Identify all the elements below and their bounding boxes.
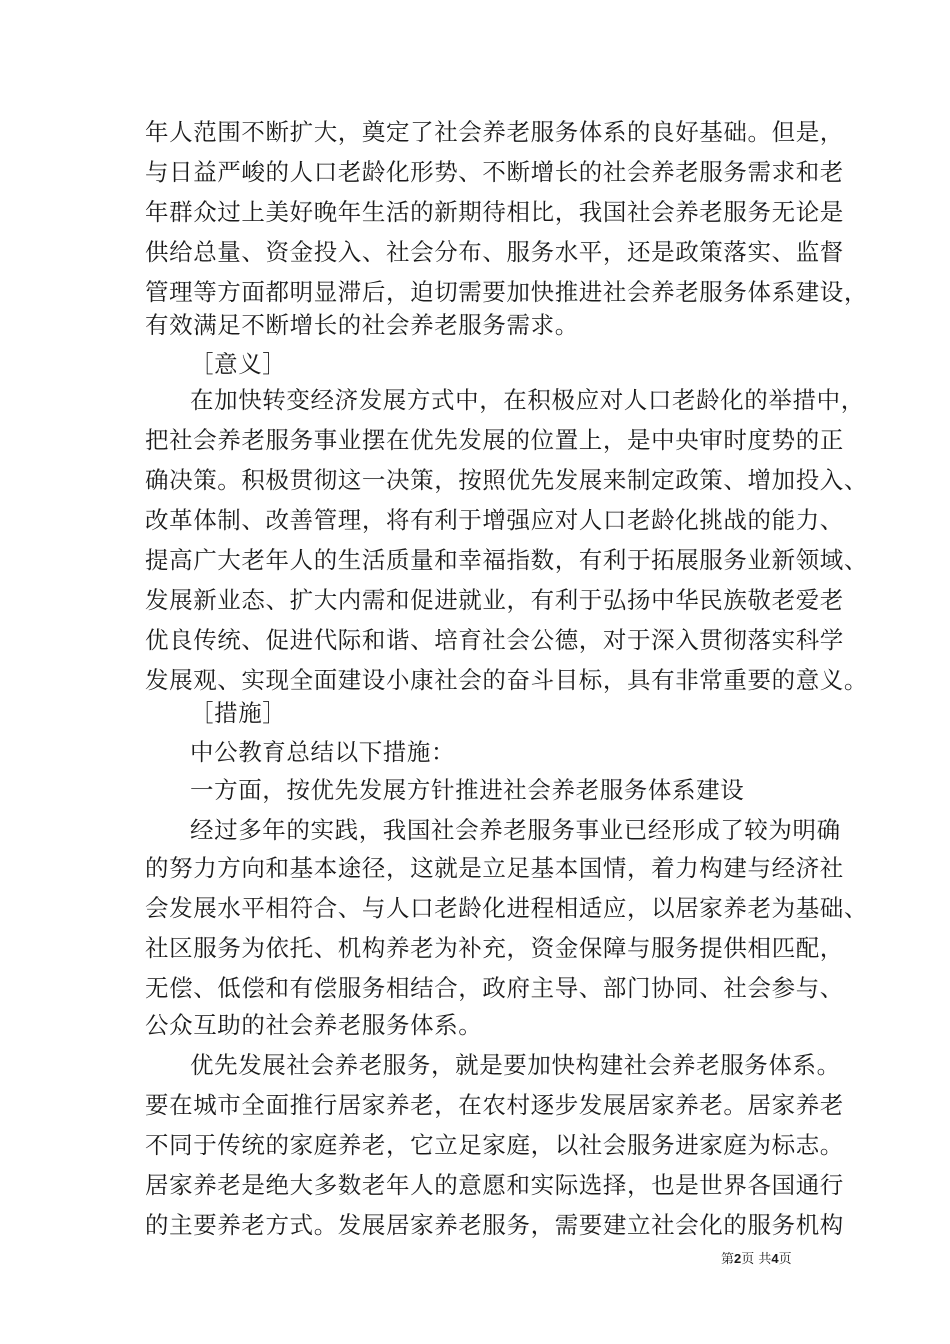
footer-prefix: 第 bbox=[721, 1252, 735, 1267]
footer-current-page: 2 bbox=[734, 1251, 742, 1266]
section-heading-measures: ［措施］ bbox=[190, 699, 287, 727]
subheading-first-aspect: 一方面，按优先发展方针推进社会养老服务体系建设 bbox=[190, 776, 745, 804]
footer-total-pages: 4 bbox=[771, 1251, 779, 1266]
section-heading-significance: ［意义］ bbox=[190, 350, 287, 378]
text-line-2: 与日益严峻的人口老龄化形势、不断增长的社会养老服务需求和老 bbox=[145, 158, 844, 186]
text-line-23: 无偿、低偿和有偿服务相结合，政府主导、部门协同、社会参与、 bbox=[145, 974, 844, 1002]
text-line-12: 提高广大老年人的生活质量和幸福指数，有利于拓展服务业新领域、 bbox=[145, 546, 868, 574]
text-line-6: 有效满足不断增长的社会养老服务需求。 bbox=[145, 311, 579, 339]
text-line-4: 供给总量、资金投入、社会分布、服务水平，还是政策落实、监督 bbox=[145, 238, 844, 266]
text-line-11: 改革体制、改善管理，将有利于增强应对人口老龄化挑战的能力、 bbox=[145, 506, 844, 534]
text-line-25: 优先发展社会养老服务，就是要加快构建社会养老服务体系。 bbox=[190, 1051, 841, 1079]
text-line-29: 的主要养老方式。发展居家养老服务，需要建立社会化的服务机构 bbox=[145, 1211, 844, 1239]
footer-suffix: 页 bbox=[778, 1252, 792, 1267]
text-line-22: 社区服务为依托、机构养老为补充，资金保障与服务提供相匹配， bbox=[145, 934, 844, 962]
text-line-24: 公众互助的社会养老服务体系。 bbox=[145, 1011, 483, 1039]
text-line-21: 会发展水平相符合、与人口老龄化进程相适应，以居家养老为基础、 bbox=[145, 894, 868, 922]
text-line-9: 把社会养老服务事业摆在优先发展的位置上，是中央审时度势的正 bbox=[145, 426, 844, 454]
text-line-13: 发展新业态、扩大内需和促进就业，有利于弘扬中华民族敬老爱老 bbox=[145, 586, 844, 614]
text-line-15: 发展观、实现全面建设小康社会的奋斗目标，具有非常重要的意义。 bbox=[145, 666, 868, 694]
text-line-1: 年人范围不断扩大，奠定了社会养老服务体系的良好基础。但是， bbox=[145, 118, 844, 146]
footer-middle: 页 共 bbox=[741, 1252, 772, 1267]
text-line-20: 的努力方向和基本途径，这就是立足基本国情，着力构建与经济社 bbox=[145, 854, 844, 882]
text-line-10: 确决策。积极贯彻这一决策，按照优先发展来制定政策、增加投入、 bbox=[145, 466, 868, 494]
text-line-26: 要在城市全面推行居家养老，在农村逐步发展居家养老。居家养老 bbox=[145, 1091, 844, 1119]
text-line-27: 不同于传统的家庭养老，它立足家庭，以社会服务进家庭为标志。 bbox=[145, 1131, 844, 1159]
page-number-footer bbox=[721, 1248, 792, 1267]
text-line-28: 居家养老是绝大多数老年人的意愿和实际选择，也是世界各国通行 bbox=[145, 1171, 844, 1199]
text-line-5: 管理等方面都明显滞后，迫切需要加快推进社会养老服务体系建设， bbox=[145, 278, 868, 306]
text-line-14: 优良传统、促进代际和谐、培育社会公德，对于深入贯彻落实科学 bbox=[145, 626, 844, 654]
text-line-8: 在加快转变经济发展方式中，在积极应对人口老龄化的举措中， bbox=[190, 386, 865, 414]
text-line-19: 经过多年的实践，我国社会养老服务事业已经形成了较为明确 bbox=[190, 816, 841, 844]
text-line-17: 中公教育总结以下措施： bbox=[190, 738, 456, 766]
text-line-3: 年群众过上美好晚年生活的新期待相比，我国社会养老服务无论是 bbox=[145, 198, 844, 226]
